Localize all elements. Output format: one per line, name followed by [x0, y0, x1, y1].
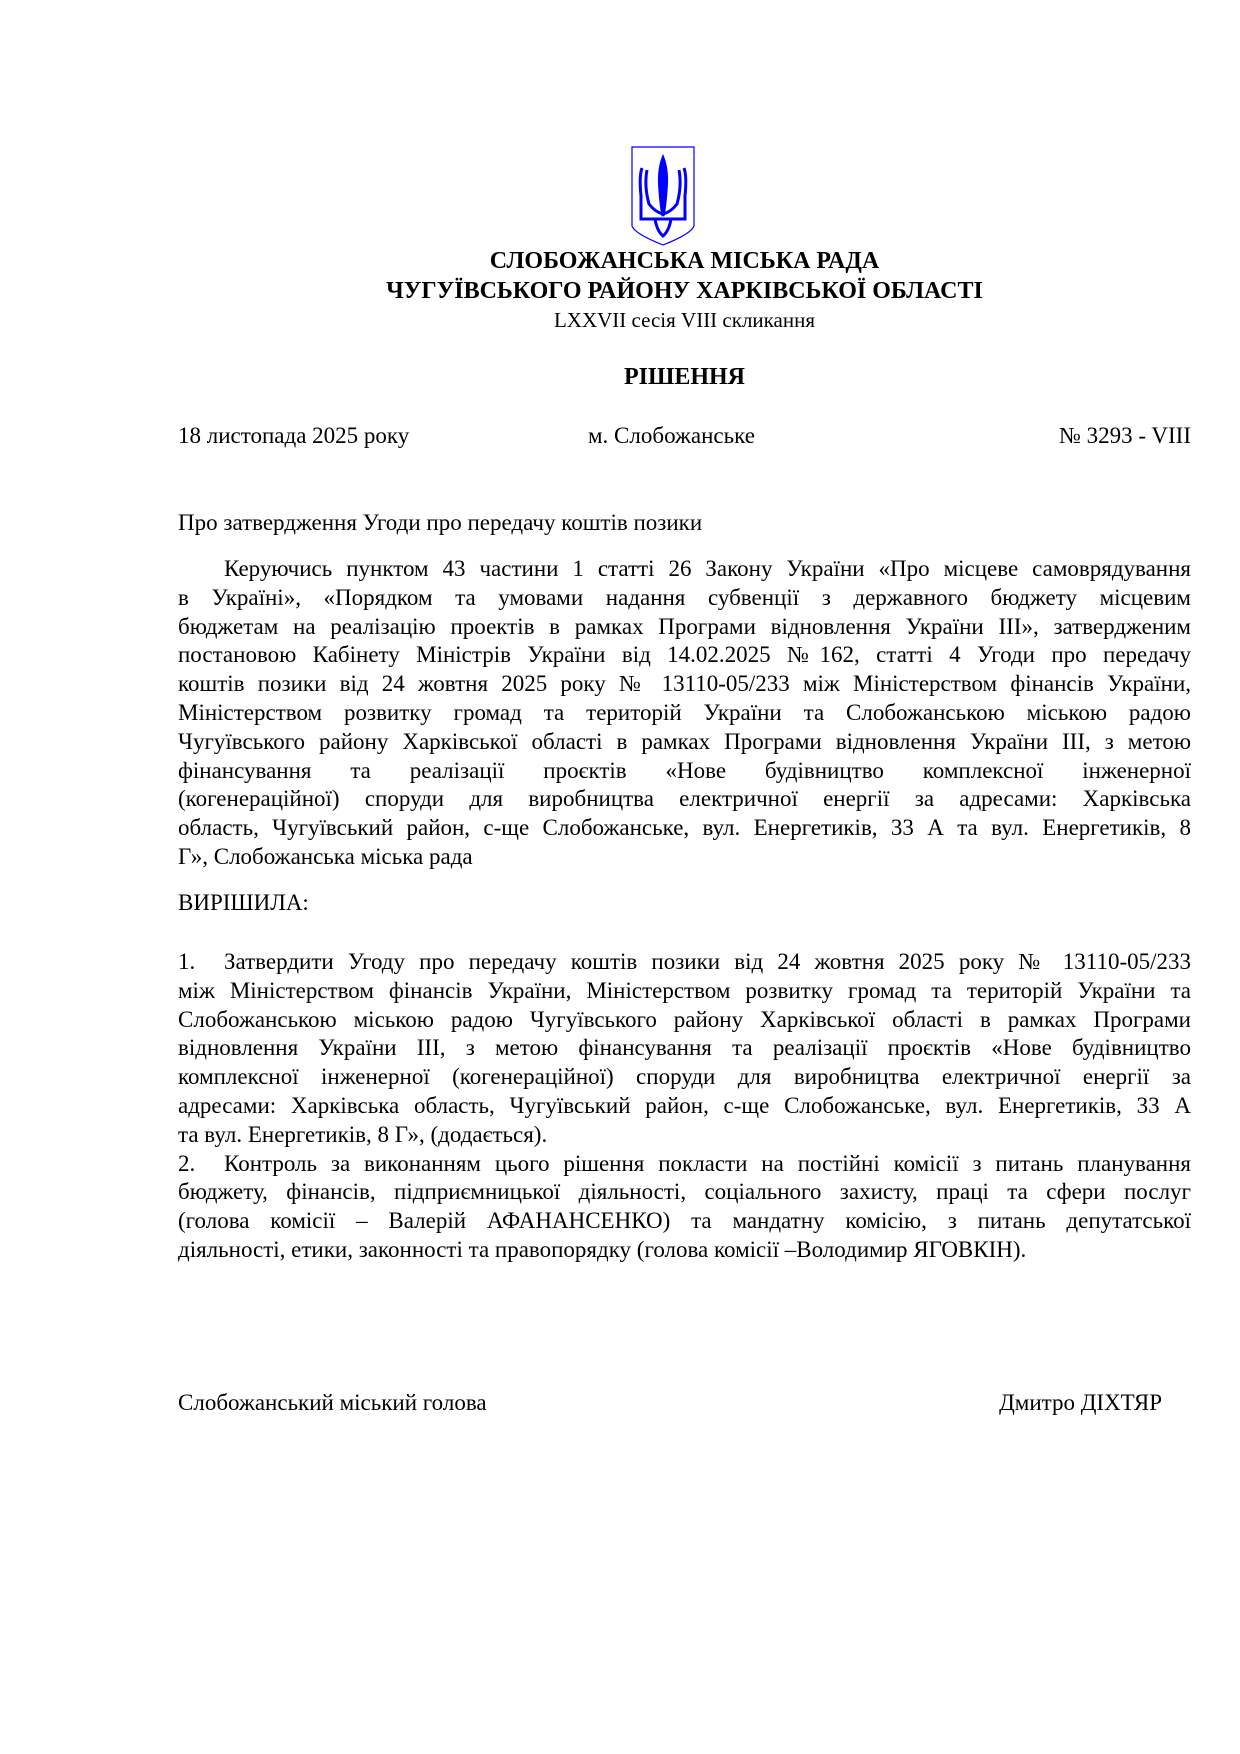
decision-number: № 3293 - VIII	[1058, 423, 1191, 448]
preamble-line: область, Чугуївський район, с-ще Слобожанське, вул. Енергетиків, 33 А та вул. Енергетиків, 8	[178, 815, 1191, 841]
preamble-line: Чугуївського району Харківської області в рамках Програми відновлення України ІІІ, з метою	[178, 728, 1191, 754]
preamble-line: (когенераційної) споруди для виробництва електричної енергії за адресами: Харківська	[178, 786, 1191, 812]
item-line: між Міністерством фінансів України, Міністерством розвитку громад та територій України та	[178, 977, 1191, 1003]
item-line: адресами: Харківська область, Чугуївський район, с-ще Слобожанське, вул. Енергетиків, 33 А	[178, 1093, 1191, 1118]
signature-title: Слобожанський міський голова	[178, 1390, 487, 1415]
item-line: Слобожанською міською радою Чугуївського району Харківської області в рамках Програми	[178, 1006, 1191, 1032]
preamble-line: постановою Кабінету Міністрів України від 14.02.2025 №162, статті 4 Угоди про передачу	[178, 642, 1191, 668]
item-line: Затвердити Угоду про передачу коштів позики від 24 жовтня 2025 року № 13110-05/233	[224, 949, 1191, 974]
document-type: РІШЕННЯ	[623, 364, 746, 390]
item-line: відновлення України ІІІ, з метою фінансування та реалізації проєктів «Нове будівництво	[178, 1035, 1191, 1061]
decision-city: м. Слобожанське	[588, 423, 755, 448]
item-line: бюджету, фінансів, підприємницької діяльності, соціального захисту, праці та сфери послуг	[178, 1179, 1191, 1205]
preamble-line: Г», Слобожанська міська рада	[178, 844, 473, 869]
preamble-line: в Україні», «Порядком та умовами надання субвенції з державного бюджету місцевим	[178, 584, 1191, 610]
item-line: діяльності, етики, законності та правопорядку (голова комісії –Володимир ЯГОВКІН).	[178, 1237, 1027, 1262]
preamble-line: коштів позики від 24 жовтня 2025 року № 13110-05/233 між Міністерством фінансів України,	[178, 671, 1191, 697]
item-line: Контроль за виконанням цього рішення покласти на постійні комісії з питань планування	[224, 1150, 1191, 1176]
district-name: ЧУГУЇВСЬКОГО РАЙОНУ ХАРКІВСЬКОЇ ОБЛАСТІ	[386, 278, 983, 304]
preamble-line: Міністерством розвитку громад та територій України та Слобожанською міською радою	[178, 700, 1191, 725]
item-number: 1.	[178, 949, 196, 974]
council-name: СЛОБОЖАНСЬКА МІСЬКА РАДА	[489, 248, 880, 274]
signature-name: Дмитро ДІХТЯР	[999, 1390, 1162, 1415]
item-number: 2.	[178, 1150, 196, 1176]
coat-of-arms-icon	[631, 146, 695, 246]
item-line: комплексної інженерної (когенераційної) споруди для виробництва електричної енергії за	[178, 1064, 1191, 1090]
decision-date: 18 листопада 2025 року	[178, 423, 410, 448]
decision-subject: Про затвердження Угоди про передачу коштів позики	[178, 510, 703, 535]
preamble-line: фінансування та реалізації проєктів «Нове будівництво комплексної інженерної	[178, 757, 1191, 783]
item-line: (голова комісії – Валерій АФАНАНСЕНКО) та мандатну комісію, з питань депутатської	[178, 1208, 1191, 1234]
session-info: LXXVII сесія VIII скликання	[553, 308, 816, 332]
decided-label: ВИРІШИЛА:	[178, 890, 309, 915]
item-line: та вул. Енергетиків, 8 Г», (додається).	[178, 1121, 548, 1147]
preamble-line: Керуючись пунктом 43 частини 1 статті 26 Закону України «Про місцеве самоврядування	[224, 556, 1191, 581]
preamble-line: бюджетам на реалізацію проектів в рамках Програми відновлення України ІІІ», затвердженим	[178, 613, 1191, 639]
